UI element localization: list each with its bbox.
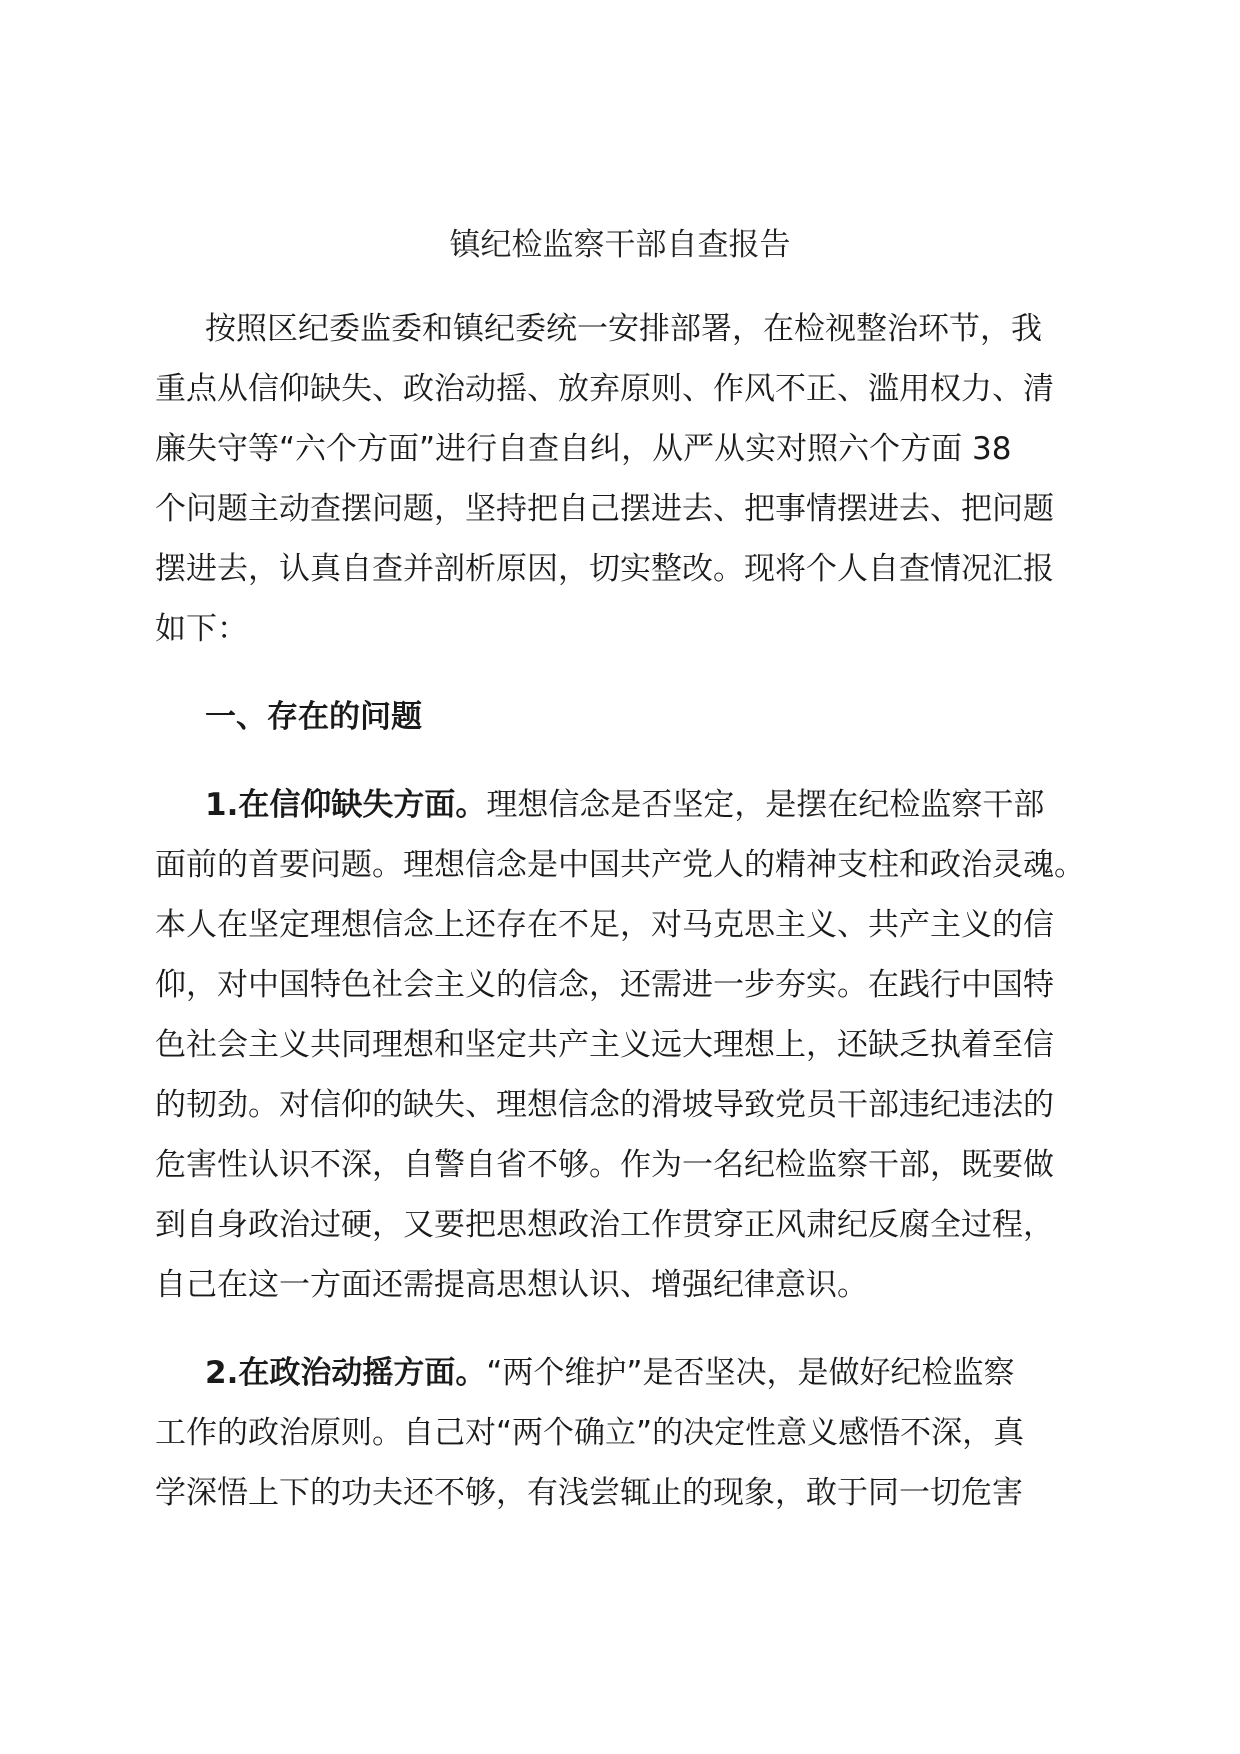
item1-line-9: 自己在这一方面还需提高思想认识、增强纪律意识。 bbox=[155, 1267, 868, 1303]
item1-line-7: 危害性认识不深，自警自省不够。作为一名纪检监察干部，既要做 bbox=[155, 1147, 1054, 1183]
item2-line-2: 工作的政治原则。自己对“两个确立”的决定性意义感悟不深，真 bbox=[155, 1415, 1025, 1451]
intro-line-2: 重点从信仰缺失、政治动摇、放弃原则、作风不正、滥用权力、清 bbox=[155, 371, 1054, 407]
intro-line-3: 廉失守等“六个方面”进行自查自纠，从严从实对照六个方面 38 bbox=[155, 431, 1012, 467]
item1-line-5: 色社会主义共同理想和坚定共产主义远大理想上，还缺乏执着至信 bbox=[155, 1027, 1054, 1063]
item2-first-line bbox=[205, 1346, 1014, 1400]
item1-first-line-text: 理想信念是否坚定，是摆在纪检监察干部 bbox=[486, 787, 1045, 823]
document-title: 镇纪检监察干部自查报告 bbox=[449, 227, 791, 263]
item1-line-4: 仰，对中国特色社会主义的信念，还需进一步夯实。在践行中国特 bbox=[155, 967, 1054, 1003]
intro-line-4: 个问题主动查摆问题，坚持把自己摆进去、把事情摆进去、把问题 bbox=[155, 491, 1054, 527]
intro-line-1: 按照区纪委监委和镇纪委统一安排部署，在检视整治环节，我 bbox=[205, 311, 1042, 347]
item2-line-3: 学深悟上下的功夫还不够，有浅尝辄止的现象，敢于同一切危害 bbox=[155, 1475, 1023, 1511]
item1-line-3: 本人在坚定理想信念上还存在不足，对马克思主义、共产主义的信 bbox=[155, 907, 1054, 943]
item2-label: 2.在政治动摇方面。 bbox=[205, 1355, 487, 1391]
section-heading-problems: 一、存在的问题 bbox=[205, 699, 422, 735]
item1-first-line bbox=[205, 778, 1044, 832]
intro-line-6: 如下： bbox=[155, 611, 248, 647]
item1-label: 1.在信仰缺失方面。 bbox=[205, 787, 487, 823]
item2-first-line-text: “两个维护”是否坚决，是做好纪检监察 bbox=[486, 1355, 1015, 1391]
item1-line-2: 面前的首要问题。理想信念是中国共产党人的精神支柱和政治灵魂。 bbox=[155, 847, 1085, 883]
intro-line-5: 摆进去，认真自查并剖析原因，切实整改。现将个人自查情况汇报 bbox=[155, 551, 1054, 587]
item1-line-8: 到自身政治过硬，又要把思想政治工作贯穿正风肃纪反腐全过程， bbox=[155, 1207, 1054, 1243]
item1-line-6: 的韧劲。对信仰的缺失、理想信念的滑坡导致党员干部违纪违法的 bbox=[155, 1087, 1054, 1123]
